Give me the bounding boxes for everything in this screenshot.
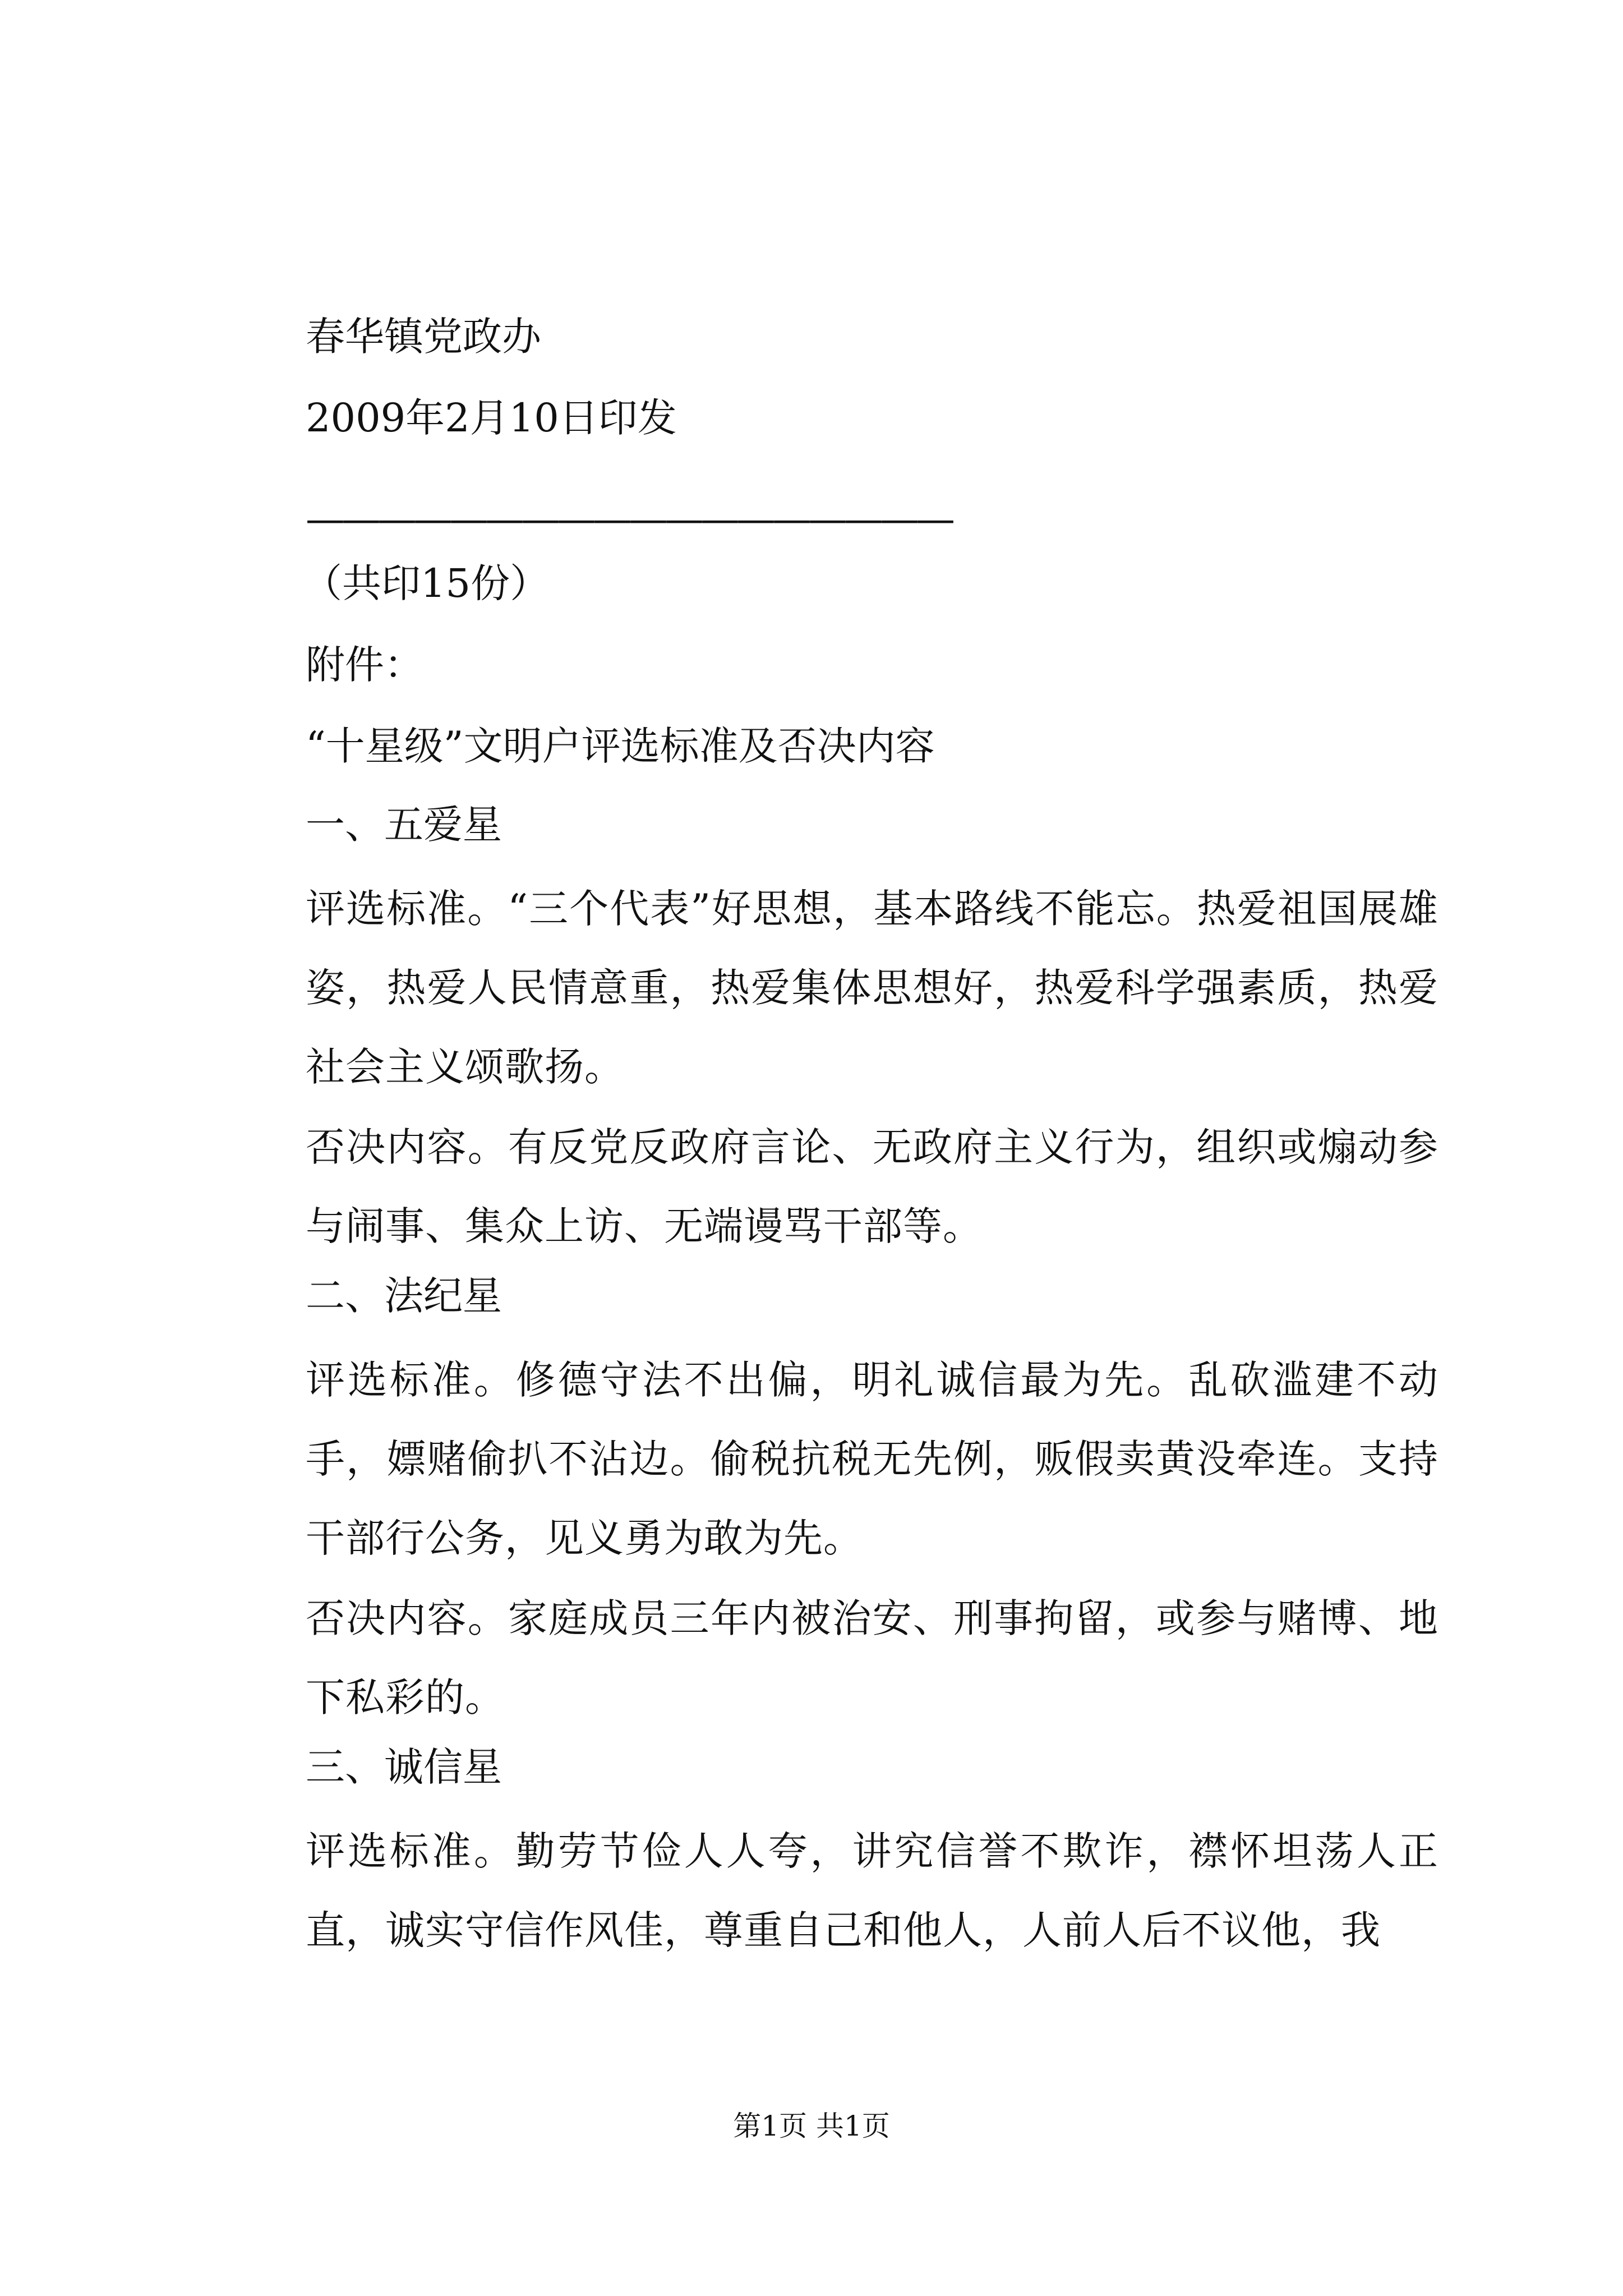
attachment-label: 附件：: [306, 642, 423, 688]
section-heading: 二、法纪星: [306, 1273, 502, 1319]
section-criteria: 评选标准。修德守法不出偏，明礼诚信最为先。乱砍滥建不动手，嫖赌偷扒不沾边。偷税抗税无先例，贩假卖黄没牵连。支持干部行公务，见义勇为敢为先。: [306, 1357, 1438, 1561]
issuer: 春华镇党政办: [306, 314, 541, 360]
print-date: 2009年2月10日印发: [306, 395, 677, 441]
page-footer: 第1页 共1页: [733, 2110, 890, 2142]
section-criteria: 评选标准。勤劳节俭人人夸，讲究信誉不欺诈，襟怀坦荡人正直，诚实守信作风佳，尊重自己和他人，人前人后不议他，我: [306, 1828, 1438, 1953]
separator-line: ——————————————————: [306, 496, 952, 542]
section-heading: 一、五爱星: [306, 802, 502, 848]
section-heading: 三、诚信星: [306, 1744, 502, 1790]
attachment-title: “十星级”文明户评选标准及否决内容: [306, 723, 935, 769]
copies-note: （共印15份）: [303, 560, 550, 606]
section-criteria: 评选标准。“三个代表”好思想，基本路线不能忘。热爱祖国展雄姿，热爱人民情意重，热爱集体思想好，热爱科学强素质，热爱社会主义颂歌扬。: [306, 886, 1438, 1090]
section-veto: 否决内容。有反党反政府言论、无政府主义行为，组织或煽动参与闹事、集众上访、无端谩骂干部等。: [306, 1124, 1438, 1249]
section-veto: 否决内容。家庭成员三年内被治安、刑事拘留，或参与赌博、地下私彩的。: [306, 1595, 1438, 1720]
